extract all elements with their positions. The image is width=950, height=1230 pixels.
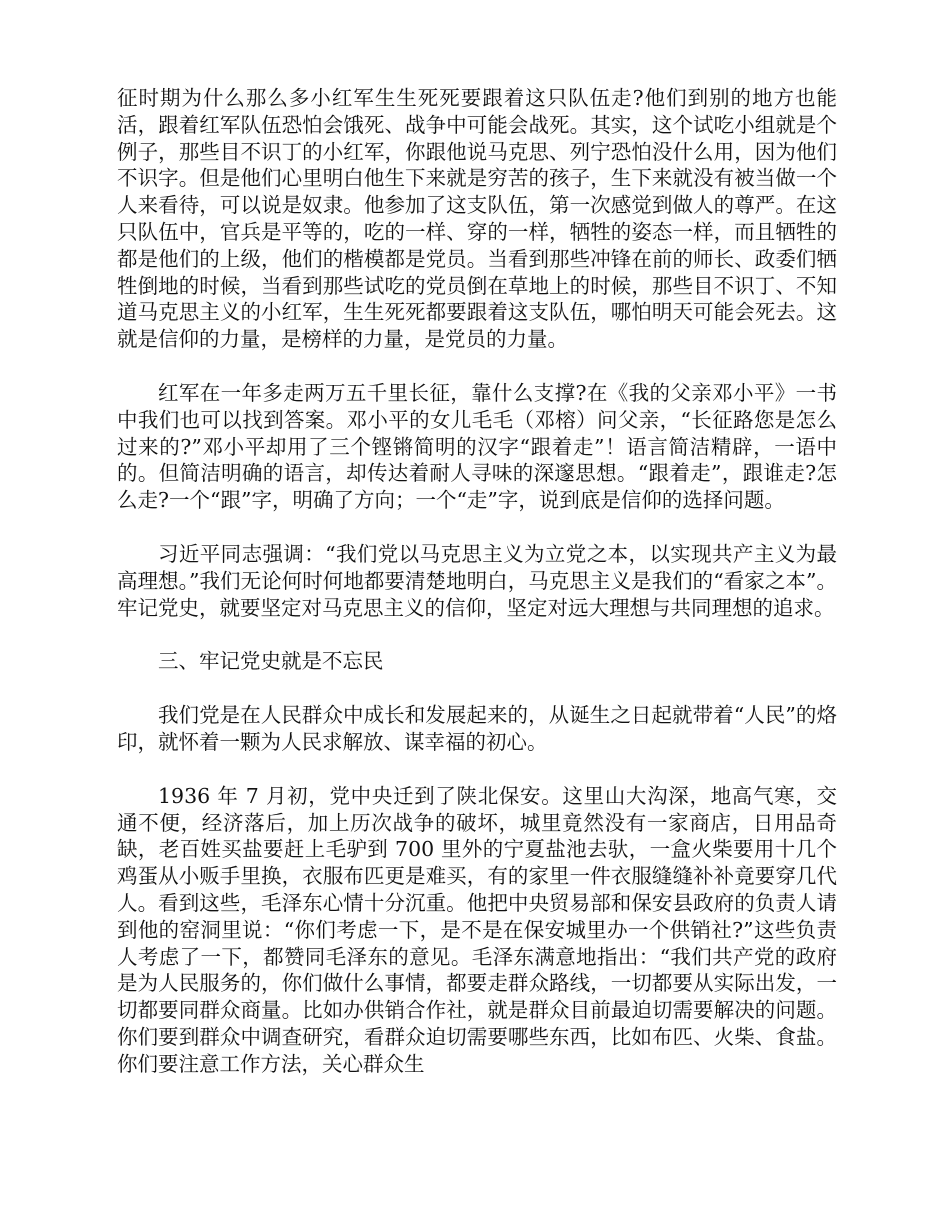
section-heading-three: 三、牢记党史就是不忘民 bbox=[158, 649, 384, 674]
paragraph-long-march-continuation: 征时期为什么那么多小红军生生死死要跟着这只队伍走?他们到别的地方也能活，跟着红军队伍恐怕会饿死、战争中可能会战死。其实，这个试吃小组就是个例子，那些目不识丁的小红军，你跟他说马克思、列宁恐怕没什么用，因为他们不识字。但是他们心里明白他生下来就是穷苦的孩子，生下来就没有被当做一个人来看待，可以说是奴隶。他参加了这支队伍，第一次感觉到做人的尊严。在这只队伍中，官兵是平等的，吃的一样、穿的一样，牺牲的姿态一样，而且牺牲的都是他们的上级，他们的楷模都是党员。当看到那些冲锋在前的师长、政委们牺牲倒地的时候，当看到那些试吃的党员倒在草地上的时候，那些目不识丁、不知道马克思主义的小红军，生生死死都要跟着这支队伍，哪怕明天可能会死去。这就是信仰的力量，是榜样的力量，是党员的力量。 bbox=[117, 86, 837, 352]
paragraph-people: 我们党是在人民群众中成长和发展起来的，从诞生之日起就带着“人民”的烙印，就怀着一颗为人民求解放、谋幸福的初心。 bbox=[117, 703, 837, 754]
paragraph-baoan-1936: 1936 年 7 月初，党中央迁到了陕北保安。这里山大沟深，地高气寒，交通不便，经济落后，加上历次战争的破坏，城里竟然没有一家商店，日用品奇缺，老百姓买盐要赶上毛驴到 700 里外的宁夏盐池去驮，一盒火柴要用十几个鸡蛋从小贩手里换，衣服布匹更是难买，有的家里一件衣服缝缝补补竟要穿几代人。看到这些，毛泽东心情十分沉重。他把中央贸易部和保安县政府的负责人请到他的窑洞里说：“你们考虑一下，是不是在保安城里办一个供销社?”这些负责人考虑了一下，都赞同毛泽东的意见。毛泽东满意地指出：“我们共产党的政府是为人民服务的，你们做什么事情，都要走群众路线，一切都要从实际出发，一切都要同群众商量。比如办供销合作社，就是群众目前最迫切需要解决的问题。你们要到群众中调查研究，看群众迫切需要哪些东西，比如布匹、火柴、食盐。你们要注意工作方法，关心群众生 bbox=[117, 783, 837, 1076]
paragraph-follow-along: 红军在一年多走两万五千里长征，靠什么支撑?在《我的父亲邓小平》一书中我们也可以找到答案。邓小平的女儿毛毛（邓榕）问父亲，“长征路您是怎么过来的?”邓小平却用了三个铿锵简明的汉字“跟着走”！语言简洁精辟，一语中的。但简洁明确的语言，却传达着耐人寻味的深邃思想。“跟着走”，跟谁走?怎么走?一个“跟”字，明确了方向；一个“走”字，说到底是信仰的选择问题。 bbox=[117, 380, 837, 513]
paragraph-xi-quote: 习近平同志强调：“我们党以马克思主义为立党之本，以实现共产主义为最高理想。”我们无论何时何地都要清楚地明白，马克思主义是我们的“看家之本”。牢记党史，就要坚定对马克思主义的信仰，坚定对远大理想与共同理想的追求。 bbox=[117, 541, 837, 620]
document-page bbox=[117, 85, 837, 1105]
